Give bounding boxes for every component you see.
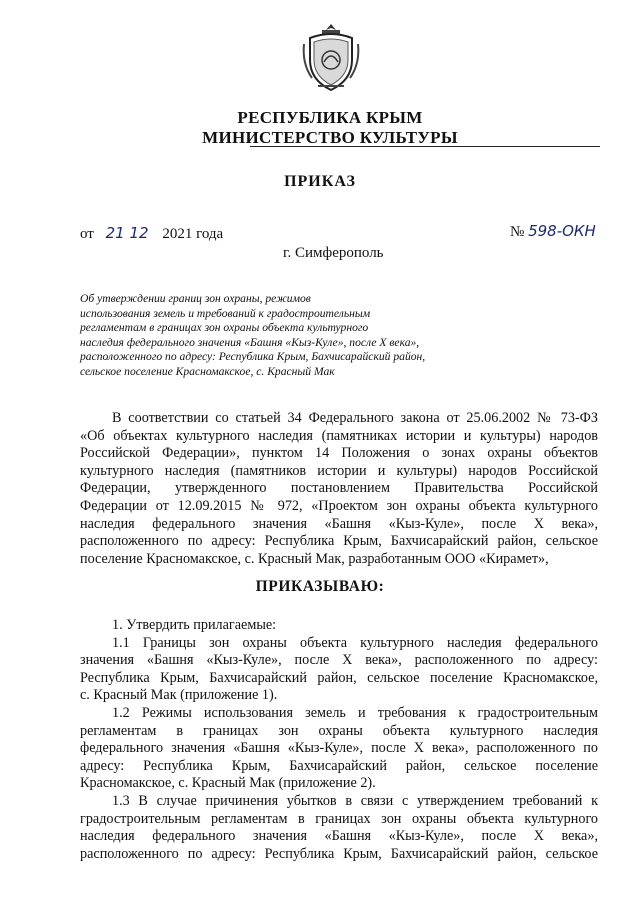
preamble-line: наследия федерального значения «Башня «Кыз-Куле», после X века»,	[80, 515, 598, 532]
number-prefix: №	[510, 224, 525, 240]
subject-line: наследия федерального значения «Башня «Кыз-Куле», после X века»,	[80, 335, 420, 349]
item-1-1-line: Республика Крым, Бахчисарайский район, сельское поселение Красномакское,	[80, 669, 598, 686]
header-rule	[250, 146, 600, 147]
preamble-paragraph	[80, 410, 598, 568]
item-1-2-line: федерального значения «Башня «Кыз-Куле», после X века», расположенного по	[80, 740, 598, 757]
item-1-1-line: с. Красный Мак (приложение 1).	[80, 687, 278, 704]
preamble-line: Федерации от 12.09.2015 № 972, «Проектом зон охраны объекта культурного	[80, 497, 598, 514]
preamble-line: поселение Красномакское, с. Красный Мак, разработанным ООО «Кирамет»,	[80, 550, 549, 567]
preamble-line: расположенного по адресу: Республика Крым, Бахчисарайский район, сельское	[80, 533, 598, 550]
subject-line: расположенного по адресу: Республика Крым, Бахчисарайский район,	[80, 350, 426, 363]
order-items	[80, 617, 598, 863]
header-line-republic: РЕСПУБЛИКА КРЫМ	[237, 108, 423, 127]
item-1-3-line: 1.3 В случае причинения убытков в связи с утверждением требований к	[112, 792, 598, 809]
subject-line: сельское поселение Красномакское, с. Красный Мак	[80, 364, 335, 378]
order-subject	[80, 292, 480, 379]
header-line-ministry: МИНИСТЕРСТВО КУЛЬТУРЫ	[202, 128, 458, 147]
item-1-2-line: регламентам в границах зон охраны объекта культурного наследия	[80, 722, 598, 739]
preamble-line: культурного наследия (памятников истории и культуры) народов Российской	[80, 462, 598, 479]
item-1: 1. Утвердить прилагаемые:	[112, 617, 277, 633]
crimea-coat-of-arms-icon	[300, 20, 362, 96]
subject-line: Об утверждении границ зон охраны, режимов	[80, 292, 311, 305]
item-1-2-line: 1.2 Режимы использования земель и требования к градостроительным	[112, 704, 598, 721]
order-title: ПРИКАЗ	[284, 173, 356, 190]
preamble-line: Федерации, утвержденного постановлением Правительства Российской	[80, 480, 598, 497]
item-1-1-line: 1.1 Границы зон охраны объекта культурного наследия федерального	[112, 634, 598, 651]
command-heading: ПРИКАЗЫВАЮ:	[255, 578, 385, 595]
item-1-3-line: градостроительным регламентам в границах зон охраны объекта культурного	[80, 810, 598, 827]
preamble-line: Российской Федерации», пунктом 14 Положения о зонах охраны объектов	[80, 445, 598, 462]
item-1-1-line: значения «Башня «Кыз-Куле», после X века», расположенного по адресу:	[80, 652, 598, 669]
item-1-3-line: расположенного по адресу: Республика Крым, Бахчисарайский район, сельское	[80, 845, 598, 862]
number-handwritten: 598-ОКН	[528, 222, 596, 240]
item-1-2-line: Красномакское, с. Красный Мак (приложение 2).	[80, 775, 376, 792]
date-prefix: от	[80, 226, 94, 242]
order-date	[80, 224, 223, 243]
item-1-3-line: наследия федерального значения «Башня «Кыз-Куле», после X века»,	[80, 828, 598, 845]
subject-line: использования земель и требований к градостроительным	[80, 306, 371, 320]
preamble-line: В соответствии со статьей 34 Федерального закона от 25.06.2002 № 73-ФЗ	[112, 410, 598, 426]
subject-line: регламентам в границах зон охраны объекта культурного	[80, 321, 369, 334]
date-suffix: 2021 года	[162, 226, 224, 242]
item-1-2-line: адресу: Республика Крым, Бахчисарайский район, сельское поселение	[80, 757, 598, 774]
order-number	[510, 222, 596, 241]
date-handwritten: 21 12	[105, 224, 149, 242]
order-city: г. Симферополь	[283, 245, 384, 261]
preamble-line: «Об объектах культурного наследия (памятниках истории и культуры) народов	[80, 427, 598, 444]
